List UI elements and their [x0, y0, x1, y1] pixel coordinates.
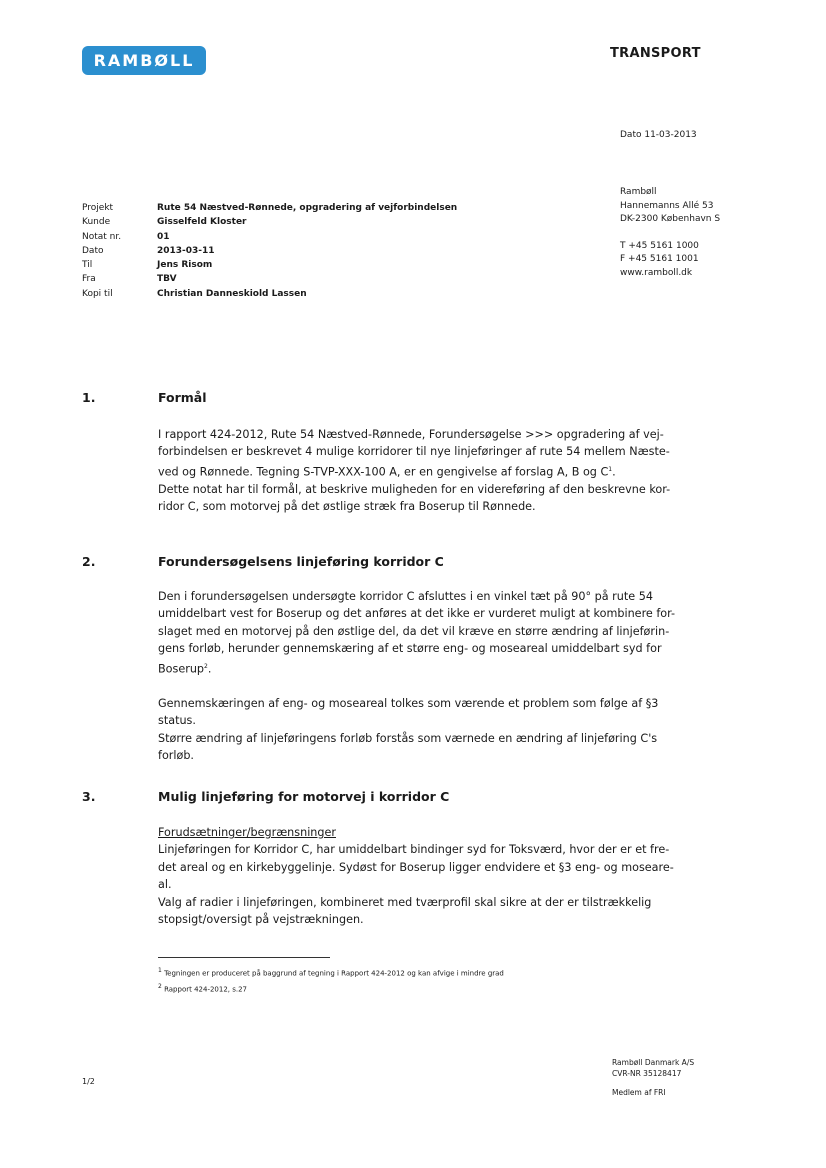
- text-line: stopsigt/oversigt på vejstrækningen.: [158, 913, 364, 927]
- section-3-number: 3.: [82, 789, 96, 804]
- footnote-mark: 1: [158, 967, 162, 974]
- section-3-title: Mulig linjeføring for motorvej i korridor C: [158, 789, 450, 804]
- text-span: .: [207, 662, 212, 676]
- text-line: Gennemskæringen af eng- og moseareal tolkes som værende et problem som følge af §3: [158, 696, 659, 710]
- subheading: Forudsætninger/begrænsninger: [158, 826, 336, 839]
- address-company: Rambøll: [620, 187, 657, 197]
- text-line: gens forløb, herunder gennemskæring af et større eng- og moseareal umiddelbart syd for: [158, 642, 662, 656]
- meta-row-til: [82, 258, 457, 272]
- meta-value: Gisselfeld Kloster: [157, 217, 247, 228]
- meta-label: Fra: [82, 274, 96, 285]
- meta-value: Rute 54 Næstved-Rønnede, opgradering af vejforbindelsen: [157, 203, 458, 213]
- meta-row-projekt: [82, 201, 457, 215]
- meta-label: Til: [82, 260, 93, 271]
- text-line: ridor C, som motorvej på det østlige stræk fra Boserup til Rønnede.: [158, 500, 536, 514]
- text-line: det areal og en kirkebyggelinje. Sydøst for Boserup ligger endvidere et §3 eng- og moseare-: [158, 860, 674, 874]
- meta-label: Kopi til: [82, 288, 113, 299]
- text-line: forbindelsen er beskrevet 4 mulige korridorer til nye linjeføringer af rute 54 mellem Næste-: [158, 445, 670, 459]
- footer-company: Rambøll Danmark A/S: [612, 1058, 695, 1067]
- footnote-ref: 1: [608, 465, 613, 473]
- text-span: Boserup: [158, 662, 205, 676]
- footnote-text: Rapport 424-2012, s.27: [164, 985, 248, 994]
- text-span: ved og Rønnede. Tegning S-TVP-XXX-100 A, er en gengivelse af forslag A, B og C: [158, 465, 609, 479]
- address-city: DK-2300 København S: [620, 214, 721, 224]
- section-1-number: 1.: [82, 390, 96, 405]
- meta-row-notat: [82, 230, 457, 244]
- footnote-divider: [158, 957, 330, 958]
- meta-row-fra: [82, 272, 457, 286]
- meta-value: TBV: [157, 274, 177, 285]
- text-line: [158, 658, 675, 678]
- header-date: Dato 11-03-2013: [620, 130, 697, 140]
- footnote-ref: 2: [204, 662, 208, 670]
- section-2-number: 2.: [82, 554, 96, 569]
- logo-text: RAMBØLL: [93, 51, 195, 70]
- meta-value: 01: [157, 231, 170, 242]
- text-line: slaget med en motorvej på den østlige del, da det vil kræve en større ændring af linjeførin-: [158, 624, 670, 638]
- department-label: TRANSPORT: [610, 46, 701, 61]
- meta-value: Jens Risom: [157, 260, 213, 271]
- meta-row-dato: [82, 244, 457, 258]
- text-line: Linjeføringen for Korridor C, har umiddelbart bindinger syd for Toksværd, hvor der er et fre-: [158, 843, 670, 857]
- meta-label: Notat nr.: [82, 231, 122, 242]
- footnote-text: Tegningen er produceret på baggrund af tegning i Rapport 424-2012 og kan afvige i mindre grad: [164, 969, 504, 978]
- company-address: [620, 186, 720, 280]
- text-line: Større ændring af linjeføringens forløb forstås som værnede en ændring af linjeføring C's: [158, 731, 658, 745]
- text-span: .: [612, 465, 616, 479]
- meta-label: Dato: [82, 245, 104, 256]
- text-line: forløb.: [158, 748, 194, 762]
- text-line: Den i forundersøgelsen undersøgte korridor C afsluttes i en vinkel tæt på 90° på rute 54: [158, 590, 653, 603]
- section-2-title: Forundersøgelsens linjeføring korridor C: [158, 554, 444, 569]
- memo-metadata: [82, 201, 457, 301]
- text-line: I rapport 424-2012, Rute 54 Næstved-Rønnede, Forundersøgelse >>> opgradering af vej-: [158, 428, 664, 441]
- footnote-mark: 2: [158, 983, 162, 990]
- footer-cvr: CVR-NR 35128417: [612, 1068, 682, 1078]
- text-line: Dette notat har til formål, at beskrive muligheden for en videreføring af den beskrevne kor-: [158, 482, 671, 496]
- address-web: www.ramboll.dk: [620, 267, 693, 278]
- meta-label: Projekt: [82, 203, 114, 213]
- meta-row-kunde: [82, 215, 457, 229]
- section-3-body: [158, 824, 674, 928]
- meta-row-kopi: [82, 287, 457, 301]
- ramboll-logo: [82, 46, 206, 75]
- footnote-2: [158, 983, 247, 993]
- address-street: Hannemanns Allé 53: [620, 200, 714, 211]
- address-phone: T +45 5161 1000: [620, 240, 699, 251]
- footnote-1: [158, 967, 504, 977]
- footer-member: Medlem af FRI: [612, 1088, 666, 1097]
- page-number: 1/2: [82, 1077, 95, 1086]
- section-1-body: [158, 426, 670, 516]
- text-line: status.: [158, 714, 196, 728]
- text-line: [158, 461, 670, 481]
- text-line: umiddelbart vest for Boserup og det anføres at det ikke er vurderet muligt at kombinere for-: [158, 607, 676, 621]
- text-line: al.: [158, 878, 172, 892]
- address-fax: F +45 5161 1001: [620, 254, 699, 264]
- company-footer: [612, 1058, 694, 1099]
- meta-value: 2013-03-11: [157, 245, 215, 256]
- meta-label: Kunde: [82, 217, 111, 228]
- section-2-body: [158, 588, 675, 764]
- meta-value: Christian Danneskiold Lassen: [157, 288, 307, 299]
- text-line: Valg af radier i linjeføringen, kombineret med tværprofil skal sikre at der er tilstrækkelig: [158, 895, 652, 909]
- section-1-title: Formål: [158, 390, 207, 405]
